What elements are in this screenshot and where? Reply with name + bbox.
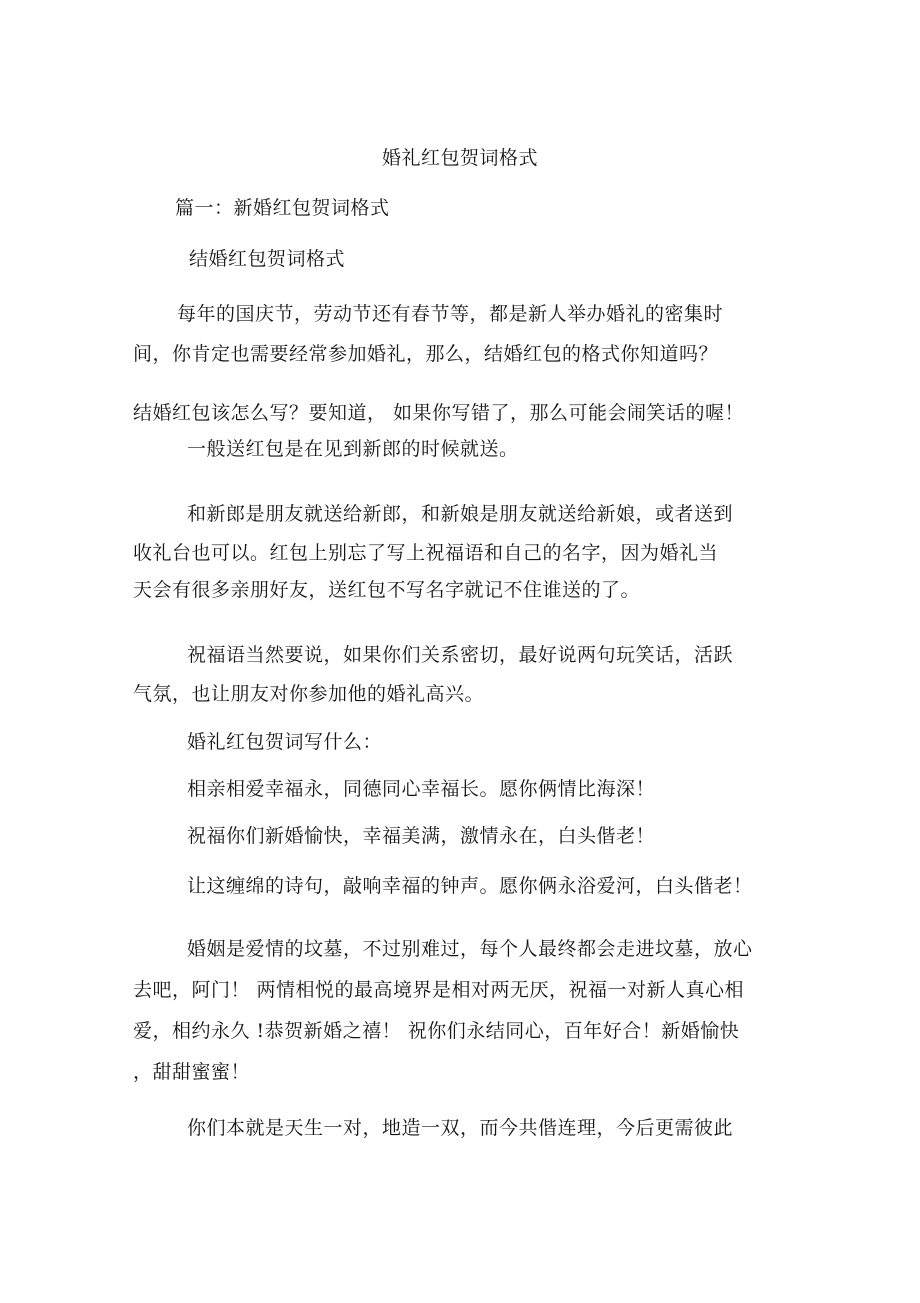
text-line: 每年的国庆节，劳动节还有春节等，都是新人举办婚礼的密集时 bbox=[177, 303, 724, 325]
text-line: 去吧，阿门！ 两情相悦的最高境界是相对两无厌，祝福一对新人真心相 bbox=[133, 979, 745, 1001]
text-line: 结婚红包该怎么写？要知道， 如果你写错了，那么可能会闹笑话的喔！ bbox=[133, 402, 745, 424]
section-heading: 篇一：新婚红包贺词格式 bbox=[175, 197, 390, 219]
text-line: 祝福你们新婚愉快，幸福美满，激情永在，白头偕老！ bbox=[187, 825, 656, 847]
text-line: 气氛，也让朋友对你参加他的婚礼高兴。 bbox=[133, 683, 485, 705]
text-line: 祝福语当然要说，如果你们关系密切，最好说两句玩笑话，活跃 bbox=[187, 644, 734, 666]
text-line: 和新郎是朋友就送给新郎，和新娘是朋友就送给新娘，或者送到 bbox=[187, 503, 734, 525]
text-line: 收礼台也可以。红包上别忘了写上祝福语和自己的名字，因为婚礼当 bbox=[133, 542, 719, 564]
text-line: ，甜甜蜜蜜！ bbox=[133, 1061, 251, 1083]
text-line: 天会有很多亲朋好友，送红包不写名字就记不住谁送的了。 bbox=[133, 579, 641, 601]
text-line: 相亲相爱幸福永，同德同心幸福长。愿你俩情比海深！ bbox=[187, 778, 656, 800]
document-title: 婚礼红包贺词格式 bbox=[381, 147, 538, 169]
subheading: 结婚红包贺词格式 bbox=[189, 248, 346, 270]
text-line: 爱，相约永久 !恭贺新婚之禧！ 祝你们永结同心，百年好合！新婚愉快 bbox=[133, 1020, 740, 1042]
text-line: 一般送红包是在见到新郎的时候就送。 bbox=[187, 438, 519, 460]
text-line: 婚姻是爱情的坟墓，不过别难过，每个人最终都会走进坟墓，放心 bbox=[187, 938, 753, 960]
text-line: 婚礼红包贺词写什么： bbox=[187, 731, 383, 753]
text-line: 间，你肯定也需要经常参加婚礼，那么，结婚红包的格式你知道吗？ bbox=[133, 343, 719, 365]
text-line: 让这缠绵的诗句，敲响幸福的钟声。愿你俩永浴爱河，白头偕老！ bbox=[187, 875, 753, 897]
text-line: 你们本就是天生一对，地造一双，而今共偕连理，今后更需彼此 bbox=[187, 1117, 734, 1139]
